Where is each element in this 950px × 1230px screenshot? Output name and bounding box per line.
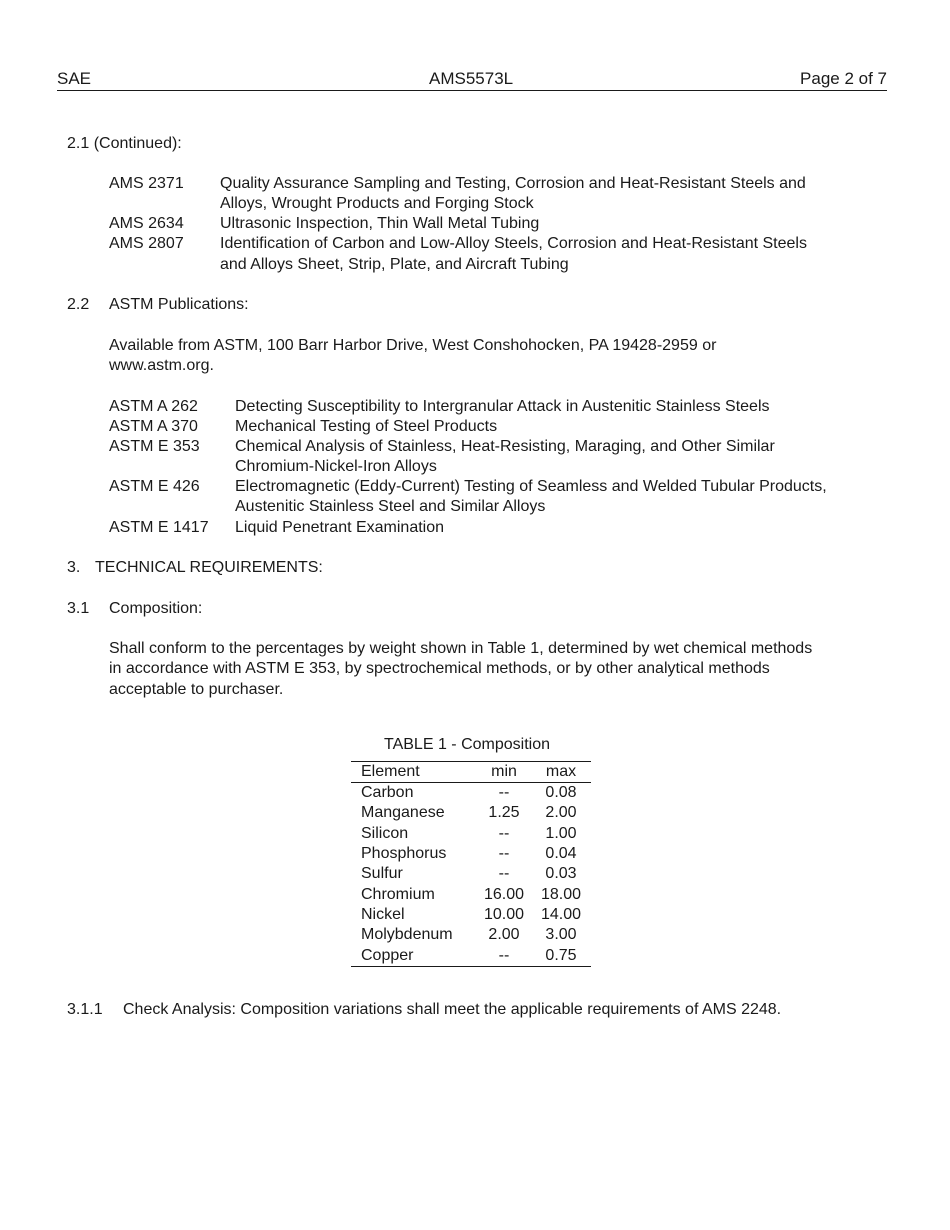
element-cell: Carbon: [361, 784, 414, 802]
max-cell: 18.00: [540, 885, 582, 903]
max-cell: 14.00: [540, 905, 582, 923]
ref-code: ASTM A 370: [109, 418, 198, 435]
element-cell: Chromium: [361, 885, 435, 903]
composition-table-wrapper: [351, 761, 591, 967]
max-cell: 0.75: [531, 945, 591, 966]
min-cell: 2.00: [488, 926, 520, 944]
max-cell: 2.00: [545, 804, 577, 822]
composition-body-line: Shall conform to the percentages by weight shown in Table 1, determined by wet chemical methods: [109, 640, 813, 657]
ref-title-line: Electromagnetic (Eddy-Current) Testing of Seamless and Welded Tubular Products,: [235, 478, 827, 495]
min-cell: --: [498, 784, 510, 802]
ref-code: AMS 2371: [109, 175, 184, 192]
ref-code: ASTM E 426: [109, 478, 200, 495]
min-cell: 1.25: [488, 804, 520, 822]
table-row: [351, 925, 591, 945]
ref-title-line: Chemical Analysis of Stainless, Heat-Resisting, Maraging, and Other Similar: [235, 438, 775, 455]
column-header-min: min: [477, 762, 531, 783]
element-cell: Sulfur: [361, 865, 403, 883]
ref-code: ASTM E 1417: [109, 519, 209, 536]
composition-table: [351, 761, 591, 967]
astm-intro-line: www.astm.org.: [109, 357, 214, 374]
ref-title-line: and Alloys Sheet, Strip, Plate, and Aircraft Tubing: [220, 256, 569, 273]
ref-title-line: Austenitic Stainless Steel and Similar Alloys: [235, 498, 546, 515]
ref-title-line: Mechanical Testing of Steel Products: [235, 418, 498, 435]
table-row: [351, 905, 591, 925]
element-cell: Silicon: [361, 824, 409, 842]
max-cell: 0.03: [545, 865, 577, 883]
table-row: [351, 844, 591, 864]
table-row: [351, 803, 591, 823]
header-page-number: Page 2 of 7: [800, 69, 887, 88]
min-cell: 16.00: [483, 885, 525, 903]
max-cell: 1.00: [545, 824, 577, 842]
ref-title-line: Identification of Carbon and Low-Alloy Steels, Corrosion and Heat-Resistant Steels: [220, 235, 807, 252]
min-cell: --: [477, 945, 531, 966]
element-cell: Phosphorus: [361, 845, 447, 863]
composition-body-line: acceptable to purchaser.: [109, 681, 284, 698]
ref-title-line: Detecting Susceptibility to Intergranular Attack in Austenitic Stainless Steels: [235, 398, 770, 415]
header-doc-number: AMS5573L: [429, 69, 514, 88]
composition-body-line: in accordance with ASTM E 353, by spectrochemical methods, or by other analytical methods: [109, 660, 770, 677]
ref-code: AMS 2807: [109, 235, 184, 252]
astm-intro-line: Available from ASTM, 100 Barr Harbor Drive, West Conshohocken, PA 19428-2959 or: [109, 337, 717, 354]
table-row: [351, 945, 591, 966]
ref-title-line: Liquid Penetrant Examination: [235, 519, 445, 536]
page-header: [57, 68, 887, 91]
ref-title-line: Chromium-Nickel-Iron Alloys: [235, 458, 437, 475]
header-org: SAE: [57, 69, 92, 88]
ref-title-line: Alloys, Wrought Products and Forging Stock: [220, 195, 534, 212]
section-2-2-number: 2.2: [67, 296, 90, 313]
element-cell: Copper: [351, 945, 477, 966]
min-cell: --: [498, 824, 510, 842]
ref-title-line: Ultrasonic Inspection, Thin Wall Metal Tubing: [220, 215, 540, 232]
max-cell: 3.00: [545, 926, 577, 944]
ref-title-line: Quality Assurance Sampling and Testing, Corrosion and Heat-Resistant Steels and: [220, 175, 806, 192]
ref-code: ASTM A 262: [109, 398, 198, 415]
element-cell: Nickel: [361, 905, 405, 923]
section-3-1-1-text: Check Analysis: Composition variations shall meet the applicable requirements of AMS 2248.: [123, 1001, 782, 1018]
table-row: [351, 783, 591, 804]
section-2-2-title: ASTM Publications:: [109, 296, 249, 313]
section-3-title: TECHNICAL REQUIREMENTS:: [95, 559, 323, 576]
max-cell: 0.08: [545, 784, 577, 802]
table-caption: TABLE 1 - Composition: [384, 736, 550, 753]
ref-code: AMS 2634: [109, 215, 184, 232]
section-3-1-title: Composition:: [109, 600, 203, 617]
table-row: [351, 824, 591, 844]
max-cell: 0.04: [545, 845, 577, 863]
min-cell: --: [498, 865, 510, 883]
min-cell: 10.00: [483, 905, 525, 923]
table-row: [351, 884, 591, 904]
column-header-element: Element: [351, 762, 477, 783]
ref-code: ASTM E 353: [109, 438, 200, 455]
column-header-max: max: [531, 762, 591, 783]
section-2-1-label: 2.1 (Continued):: [67, 135, 182, 152]
table-row: [351, 864, 591, 884]
section-3-number: 3.: [67, 559, 81, 576]
min-cell: --: [498, 845, 510, 863]
table-header-row: [351, 762, 591, 783]
section-3-1-1-number: 3.1.1: [67, 1001, 103, 1018]
element-cell: Manganese: [361, 804, 445, 822]
section-3-1-number: 3.1: [67, 600, 90, 617]
element-cell: Molybdenum: [361, 926, 453, 944]
